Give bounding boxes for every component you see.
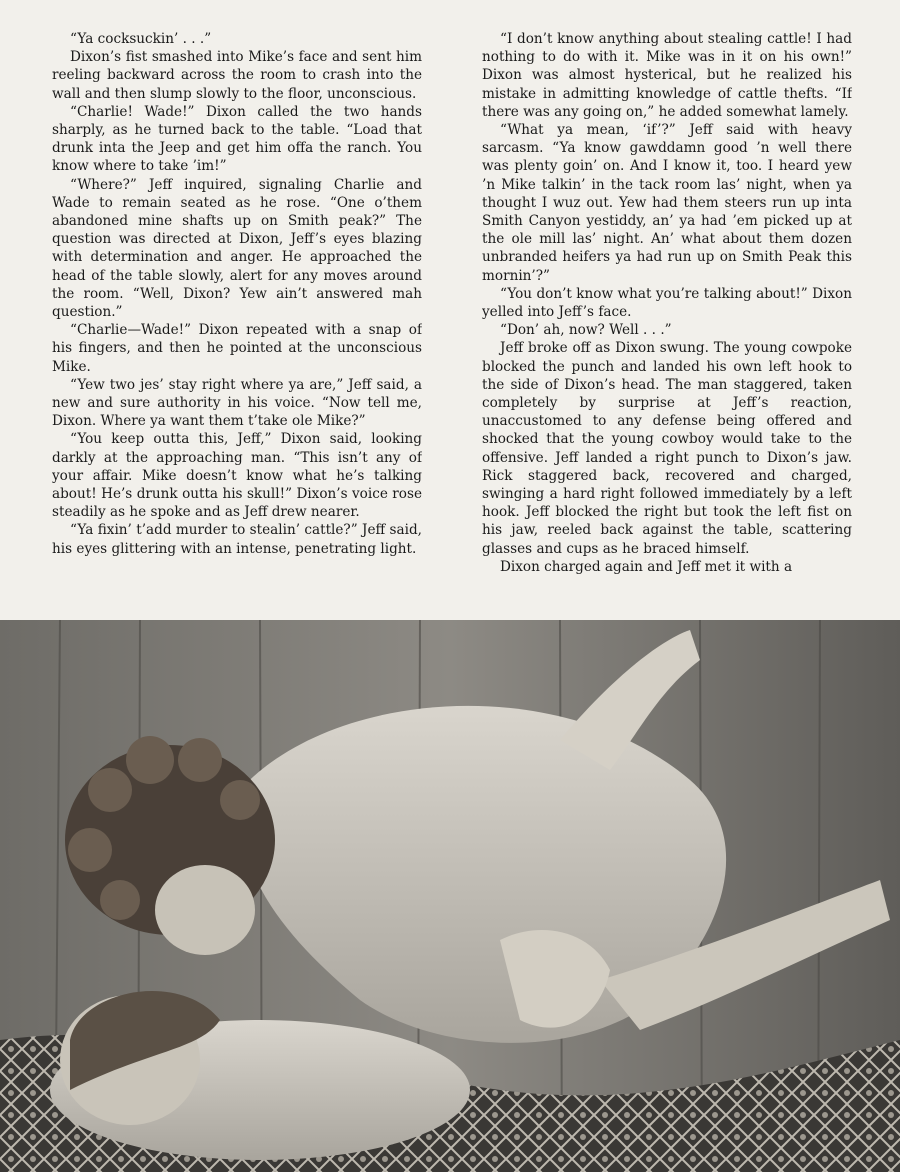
paragraph: “Where?” Jeff inquired, signaling Charlie and Wade to remain seated as he rose. “One o’them abandoned mine shafts up on Smith peak?” The question was directed at Dixon, Jeff’s eyes blazing with determination and anger. He approached the head of the table slowly, alert for any moves around the room. “Well, Dixon? Yew ain’t answered mah question.” (52, 176, 422, 321)
paragraph: Jeff broke off as Dixon swung. The young cowpoke blocked the punch and landed his own left hook to the side of Dixon’s head. The man staggered, taken completely by surprise at Jeff’s reaction, unaccustomed to any defense being offered and shocked that the young cowboy would take to the offensive. Jeff landed a right punch to Dixon’s jaw. Rick staggered back, recovered and charged, swinging a hard right followed immediately by a left hook. Jeff blocked the right but took the left fist on his jaw, reeled back against the table, scattering glasses and cups as he braced himself. (482, 340, 852, 557)
text-column-left (52, 30, 422, 615)
paragraph: “Yew two jes’ stay right where ya are,” Jeff said, a new and sure authority in his voice. “Now tell me, Dixon. Where ya want them t’take ole Mike?” (52, 376, 422, 430)
paragraph: “I don’t know anything about stealing cattle! I had nothing to do with it. Mike was in it on his own!” Dixon was almost hysterical, but he realized his mistake in admitting knowledge of cattle thefts. “If there was any going on,” he added somewhat lamely. (482, 31, 852, 120)
paragraph: “Ya cocksuckin’ . . .” (70, 31, 212, 47)
paragraph: “You don’t know what you’re talking about!” Dixon yelled into Jeff’s face. (482, 285, 852, 321)
paragraph: Dixon’s fist smashed into Mike’s face and sent him reeling backward across the room to crash into the wall and then slump slowly to the floor, unconscious. (52, 49, 422, 102)
paragraph: “What ya mean, ‘if’?” Jeff said with heavy sarcasm. “Ya know gawddamn good ’n well there was plenty goin’ on. And I know it, too. I heard yew ’n Mike talkin’ in the tack room las’ night, when ya thought I wuz out. Yew had them steers run up inta Smith Canyon yestiddy, an’ ya had ’em picked up at the ole mill las’ night. An’ what about them dozen unbranded heifers ya had run up on Smith Peak this mornin’?” (482, 122, 852, 284)
paragraph: “Don’ ah, now? Well . . .” (500, 322, 672, 339)
figure-upper-face (155, 865, 255, 955)
paragraph: Dixon charged again and Jeff met it with a (500, 558, 793, 575)
text-column-right (482, 30, 852, 615)
paragraph: “Ya fixin’ t’add murder to stealin’ cattle?” Jeff said, his eyes glittering with an intense, penetrating light. (52, 522, 422, 557)
paragraph: “Charlie! Wade!” Dixon called the two hands sharply, as he turned back to the table. “Load that drunk inta the Jeep and get him offa the ranch. You know where to take ’im!” (52, 103, 422, 175)
paragraph: “You keep outta this, Jeff,” Dixon said, looking darkly at the approaching man. “This isn’t any of your affair. Mike doesn’t know what he’s talking about! He’s drunk outta his skull!” Dixon’s voice rose steadily as he spoke and as Jeff drew nearer. (52, 431, 422, 521)
article-text (52, 30, 852, 615)
black-and-white-photo (0, 620, 900, 1172)
paragraph: “Charlie—Wade!” Dixon repeated with a snap of his fingers, and then he pointed at the unconscious Mike. (52, 322, 422, 375)
